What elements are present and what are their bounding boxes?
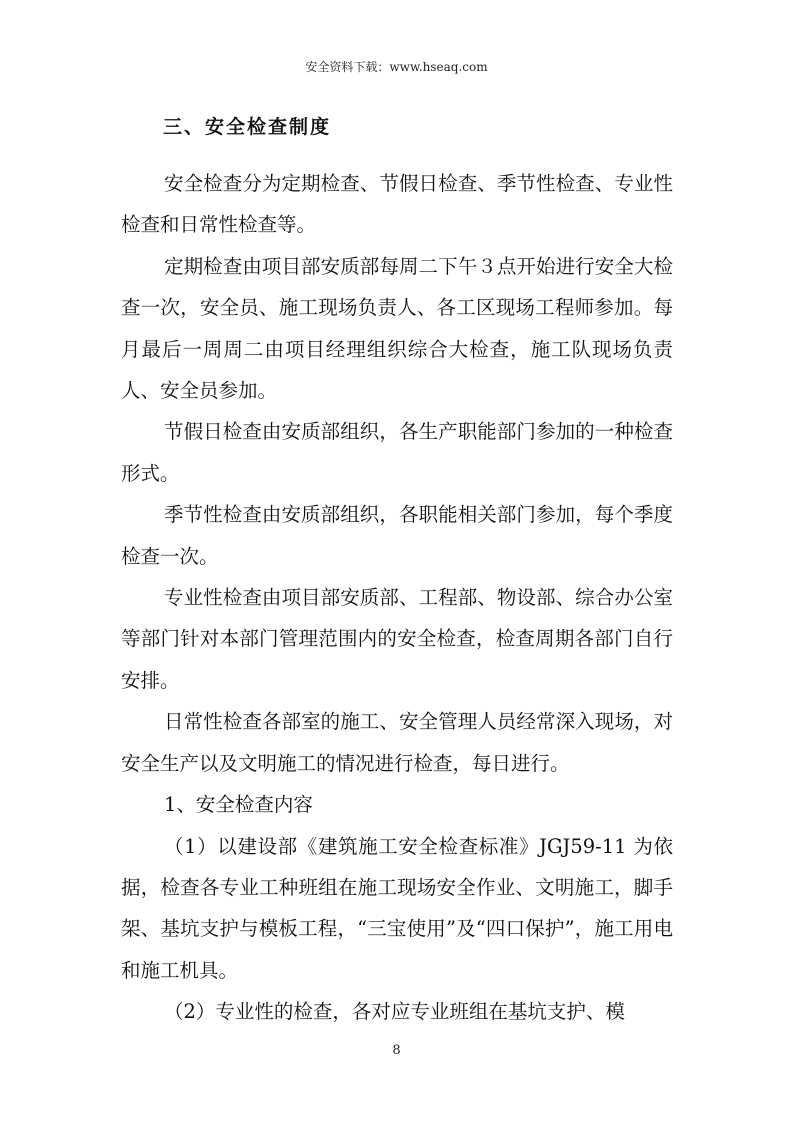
paragraph-inspection-types: 安全检查分为定期检查、节假日检查、季节性检查、专业性检查和日常性检查等。 [121, 172, 673, 237]
subheading-inspection-content: 1、安全检查内容 [164, 793, 313, 817]
page-header: 安全资料下载：www.hseaq.com [305, 60, 488, 74]
paragraph-periodic-inspection: 定期检查由项目部安质部每周二下午３点开始进行安全大检查一次，安全员、施工现场负责人、各工区现场工程师参加。每月最后一周周二由项目经理组织综合大检查，施工队现场负责人、安全员参加。 [121, 254, 673, 403]
paragraph-seasonal-inspection: 季节性检查由安质部组织，各职能相关部门参加，每个季度检查一次。 [121, 503, 673, 568]
document-body [121, 163, 673, 1033]
section-title: 三、安全检查制度 [163, 116, 332, 138]
paragraph-daily-inspection: 日常性检查各部室的施工、安全管理人员经常深入现场，对安全生产以及文明施工的情况进行检查，每日进行。 [121, 710, 673, 775]
list-item-2: （2）专业性的检查，各对应专业班组在基坑支护、模 [164, 1000, 625, 1024]
paragraph-specialized-inspection: 专业性检查由项目部安质部、工程部、物设部、综合办公室等部门针对本部门管理范围内的安全检查，检查周期各部门自行安排。 [121, 586, 673, 692]
paragraph-holiday-inspection: 节假日检查由安质部组织，各生产职能部门参加的一种检查形式。 [121, 420, 673, 485]
list-item-1: （1）以建设部《建筑施工安全检查标准》JGJ59-11 为依据，检查各专业工种班组在施工现场安全作业、文明施工，脚手架、基坑支护与模板工程，“三宝使用”及“四口保护”，施工用电和施工机具。 [121, 834, 673, 982]
page-number: 8 [392, 1043, 401, 1058]
